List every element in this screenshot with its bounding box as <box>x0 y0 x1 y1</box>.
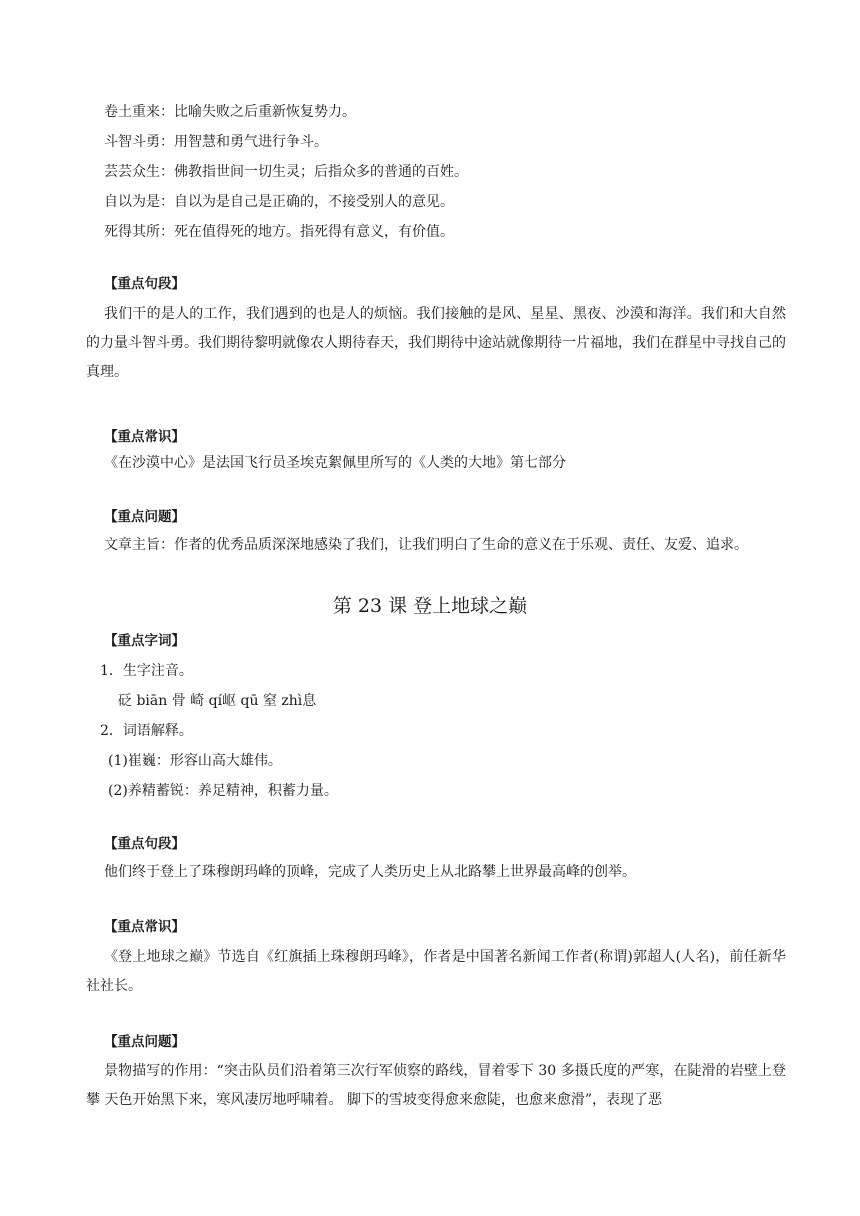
section-heading: 【重点常识】 <box>104 429 185 445</box>
key-question-text: 景物描写的作用：“突击队员们沿着第三次行军侦察的路线，冒着零下 30 多摄氏度的严寒，在陡滑的岩壁上登攀 天色开始黑下来，寒风凄厉地呼啸着。 脚下的雪坡变得愈来愈陡，也愈来愈滑”，表现了恶 <box>86 1063 786 1108</box>
section-heading: 【重点句段】 <box>104 836 185 852</box>
list-item: 1．生字注音。 <box>100 663 193 679</box>
section-heading: 【重点常识】 <box>104 919 185 935</box>
key-question-text: 文章主旨：作者的优秀品质深深地感染了我们，让我们明白了生命的意义在于乐观、责任、友爱、追求。 <box>104 537 748 553</box>
section-heading: 【重点问题】 <box>104 509 185 525</box>
definition-item: (2)养精蓄锐：养足精神，积蓄力量。 <box>108 783 338 799</box>
idiom-douzhidouyong: 斗智斗勇：用智慧和勇气进行争斗。 <box>104 134 328 150</box>
list-item: 2．词语解释。 <box>100 723 193 739</box>
key-sentences-text: 他们终于登上了珠穆朗玛峰的顶峰，完成了人类历史上从北路攀上世界最高峰的创举。 <box>104 864 636 880</box>
section-heading: 【重点句段】 <box>104 276 185 292</box>
section-heading: 【重点问题】 <box>104 1034 185 1050</box>
pinyin-line: 砭 biān 骨 崎 qí岖 qū 窒 zhì息 <box>118 693 317 709</box>
idiom-sideqisuo: 死得其所：死在值得死的地方。指死得有意义，有价值。 <box>104 224 454 240</box>
key-words-block <box>86 626 786 806</box>
idiom-yunyunzhongsheng: 芸芸众生：佛教指世间一切生灵；后指众多的普通的百姓。 <box>104 164 468 180</box>
idiom-ziyiweishi: 自以为是：自以为是自己是正确的，不接受别人的意见。 <box>104 194 454 210</box>
lesson-title: 第 23 课 登上地球之巅 <box>332 595 528 617</box>
key-sentences-text: 我们干的是人的工作，我们遇到的也是人的烦恼。我们接触的是风、星星、黑夜、沙漠和海洋。我们和大自然的力量斗智斗勇。我们期待黎明就像农人期待春天，我们期待中途站就像期待一片福地，我们在群星中寻找自己的真理。 <box>86 306 786 380</box>
key-knowledge-text: 《登上地球之巅》节选自《红旗插上珠穆朗玛峰》，作者是中国著名新闻工作者(称谓)郭超人(人名)，前任新华社社长。 <box>86 949 786 994</box>
section-heading: 【重点字词】 <box>104 633 185 649</box>
idiom-juantuchonglai: 卷土重来：比喻失败之后重新恢复势力。 <box>104 104 356 120</box>
key-knowledge-text: 《在沙漠中心》是法国飞行员圣埃克絮佩里所写的《人类的大地》第七部分 <box>104 455 566 471</box>
definition-item: (1)崔巍：形容山高大雄伟。 <box>108 753 282 769</box>
idiom-list <box>86 97 786 247</box>
